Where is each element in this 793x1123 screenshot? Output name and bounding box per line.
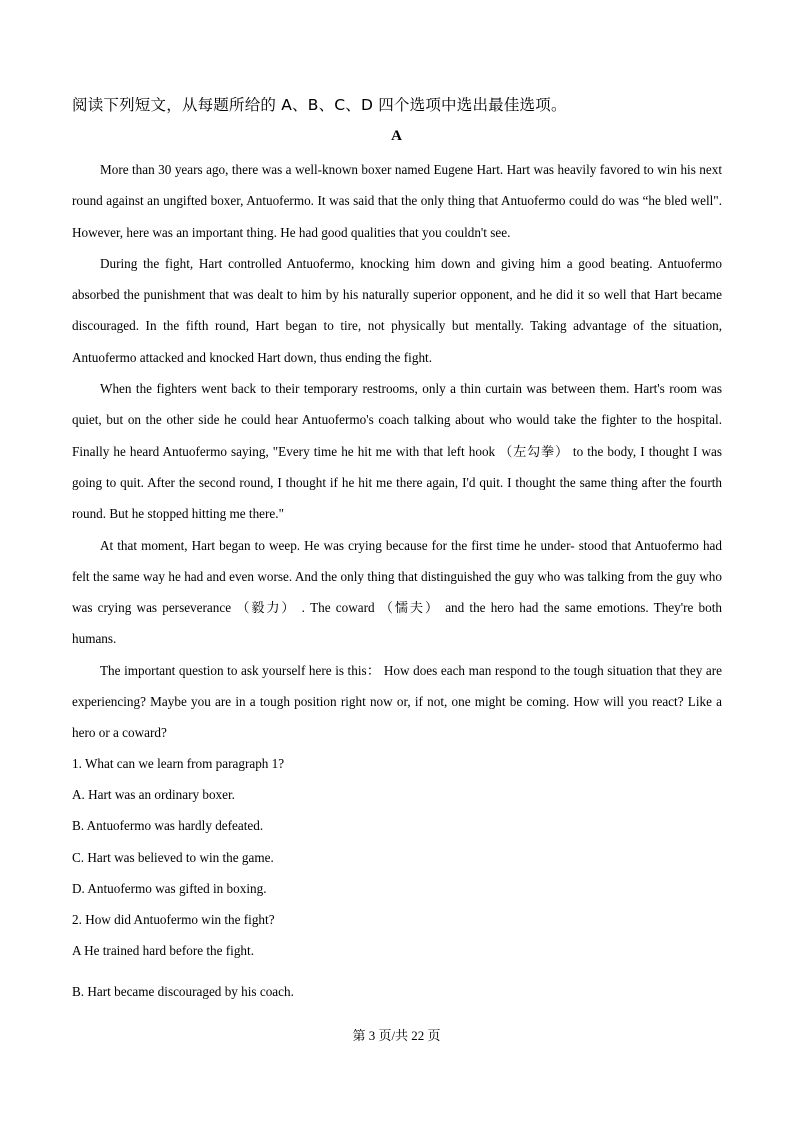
reading-passage: [72, 154, 722, 749]
passage-paragraph-1: More than 30 years ago, there was a well-known boxer named Eugene Hart. Hart was heavily favored to win his next round against an ungifted boxer, Antuofermo. It was said that the only thing that Antuofermo could do was “he bled well". However, here was an important thing. He had good qualities that you couldn't see.: [72, 162, 722, 240]
question-list: [72, 748, 722, 1008]
question-2-stem: 2. How did Antuofermo win the fight?: [72, 912, 275, 928]
passage-paragraph-2: During the fight, Hart controlled Antuofermo, knocking him down and giving him a good beating. Antuofermo absorbed the punishment that was dealt to him by his naturally superior opponent, and he did it so well that Hart became discouraged. In the fifth round, Hart began to tire, not physically but mentally. Taking advantage of the situation, Antuofermo attacked and knocked Hart down, thus ending the fight.: [72, 255, 722, 365]
question-1-stem: 1. What can we learn from paragraph 1?: [72, 756, 285, 771]
question-2-option-b: B. Hart became discouraged by his coach.: [72, 984, 294, 1000]
instruction-text: 阅读下列短文，从每题所给的 A、B、C、D 四个选项中选出最佳选项。: [72, 96, 567, 114]
question-1-option-b: B. Antuofermo was hardly defeated.: [72, 818, 264, 834]
passage-paragraph-4: At that moment, Hart began to weep. He was crying because for the first time he under- stood that Antuofermo had felt the same way he had and even worse. And the only thing that distinguished the guy who was talking from the guy who was crying was perseverance （毅力） . The coward （懦夫） and the hero had the same emotions. They're both humans.: [72, 537, 722, 647]
passage-paragraph-3: When the fighters went back to their temporary restrooms, only a thin curtain was between them. Hart's room was quiet, but on the other side he could hear Antuofermo's coach talking about who would take the fighter to the hospital. Finally he heard Antuofermo saying, "Every time he hit me with that left hook （左勾拳） to the body, I thought I was going to quit. After the second round, I thought if he hit me there again, I'd quit. I thought the same thing after the fourth round. But he stopped hitting me there.": [72, 381, 722, 522]
passage-label: A: [391, 128, 402, 144]
question-1-option-d: D. Antuofermo was gifted in boxing.: [72, 880, 267, 896]
page-number-footer: 第 3 页/共 22 页: [352, 1028, 441, 1043]
question-1-option-a: A. Hart was an ordinary boxer.: [72, 787, 235, 803]
passage-paragraph-5: The important question to ask yourself here is this： How does each man respond to the tough situation that they are experiencing? Maybe you are in a tough position right now or, if not, one might be coming. How will you react? Like a hero or a coward?: [72, 662, 722, 741]
question-2-option-a: A He trained hard before the fight.: [72, 943, 254, 959]
question-1-option-c: C. Hart was believed to win the game.: [72, 849, 274, 865]
